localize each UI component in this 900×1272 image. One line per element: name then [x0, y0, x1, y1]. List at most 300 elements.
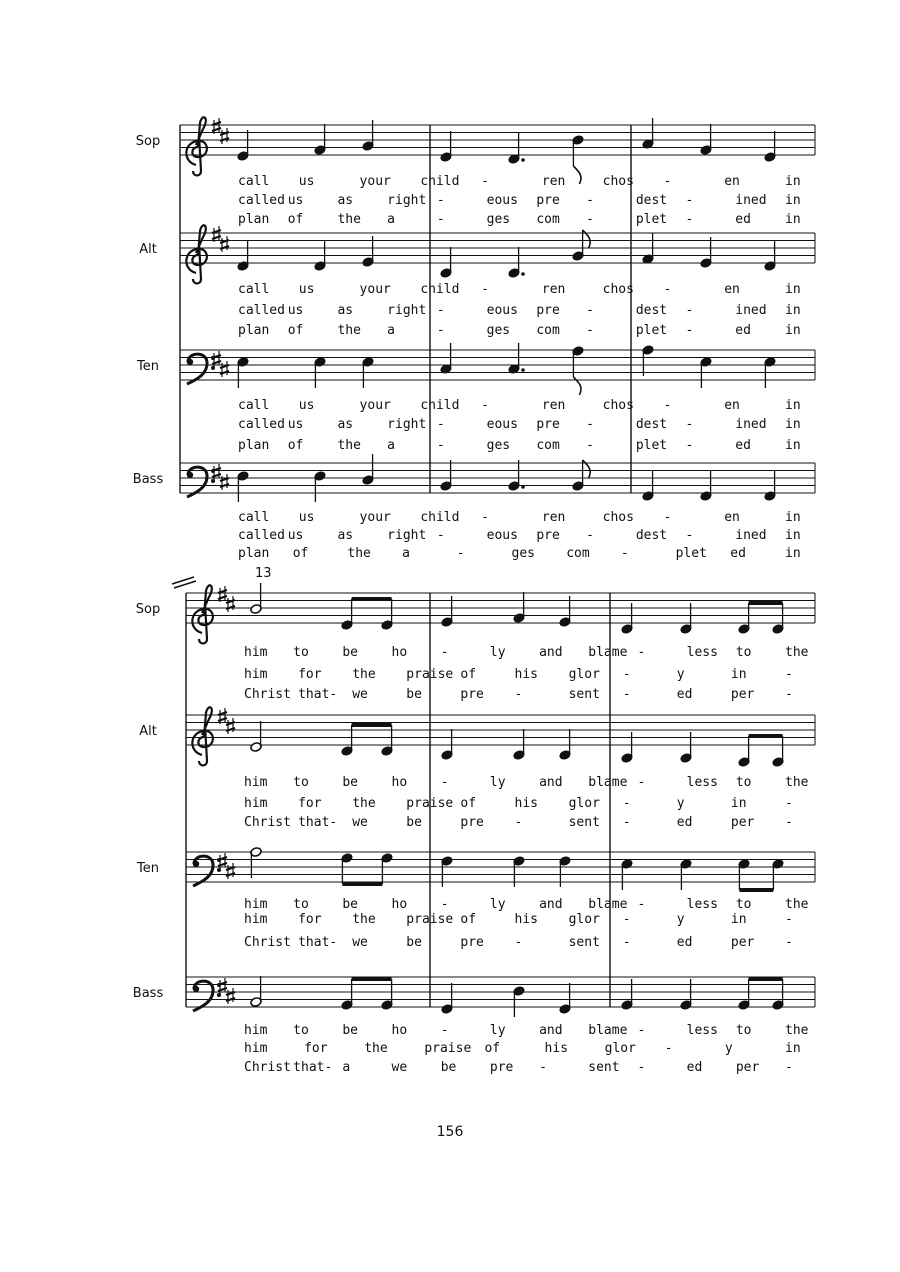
lyric-syllable: pre: [489, 1060, 514, 1075]
lyric-syllable: Christ: [244, 687, 291, 702]
lyric-syllable: eous: [486, 193, 518, 208]
lyric-syllable: called: [238, 528, 285, 543]
lyric-syllable: -: [440, 897, 449, 912]
lyric-syllable: right: [387, 193, 427, 208]
lyric-syllable: -: [436, 193, 445, 208]
lyric-syllable: -: [481, 398, 489, 413]
sharp-icon: [214, 118, 219, 134]
lyric-syllable: ren: [541, 282, 566, 297]
lyric-syllable: to: [735, 1023, 752, 1038]
lyric-syllable: called: [238, 303, 285, 318]
lyric-syllable: glor: [568, 796, 600, 811]
lyric-syllable: in: [785, 212, 801, 227]
lyric-syllable: we: [352, 815, 368, 830]
staff-ten: [136, 847, 815, 950]
notes: [237, 230, 776, 278]
lyric-syllable: y: [676, 667, 685, 682]
staff-bass: [133, 454, 815, 561]
lyric-syllable: blame: [588, 645, 628, 660]
lyric-syllable: him: [244, 775, 268, 790]
lyric-syllable: y: [724, 1041, 733, 1056]
lyric-syllable: com: [536, 212, 560, 227]
lyric-syllable: pre: [460, 815, 484, 830]
lyric-syllable: ho: [391, 775, 408, 790]
lyric-syllable: us: [298, 398, 315, 413]
lyric-syllable: ges: [511, 546, 535, 561]
lyric-syllable: -: [785, 687, 793, 702]
lyric-syllable: in: [785, 174, 801, 189]
lyric-syllable: ho: [391, 897, 408, 912]
lyric-syllable: right: [387, 417, 427, 432]
lyric-syllable: and: [539, 1023, 563, 1038]
lyric-syllable: of: [460, 796, 477, 811]
lyric-syllable: com: [536, 323, 560, 338]
lyric-syllable: -: [637, 1023, 646, 1038]
sharp-icon: [220, 708, 225, 724]
lyric-syllable: -: [481, 282, 489, 297]
voice-label: Alt: [139, 724, 157, 739]
lyric-syllable: less: [686, 645, 718, 660]
lyric-syllable: him: [244, 1041, 268, 1056]
voice-label: Ten: [137, 359, 159, 374]
lyric-syllable: ed: [676, 687, 693, 702]
lyric-syllable: -: [514, 935, 523, 950]
sharp-icon: [222, 128, 227, 144]
lyric-syllable: ined: [735, 417, 767, 432]
lyric-syllable: your: [359, 282, 391, 297]
lyric-syllable: ly: [489, 1023, 506, 1038]
treble-clef-icon: [192, 707, 213, 765]
lyric-syllable: ho: [391, 1023, 408, 1038]
lyric-syllable: -: [620, 546, 629, 561]
lyric-syllable: to: [735, 775, 752, 790]
lyric-syllable: Christ: [244, 1060, 291, 1075]
sharp-icon: [212, 230, 221, 239]
lyric-syllable: -: [436, 323, 445, 338]
bass-clef-dot: [193, 861, 199, 867]
lyric-syllable: eous: [486, 528, 518, 543]
lyric-syllable: -: [622, 815, 631, 830]
lyric-syllable: we: [352, 687, 368, 702]
lyric-syllable: -: [685, 303, 694, 318]
lyric-syllable: ly: [489, 897, 506, 912]
lyric-syllable: Christ: [244, 935, 291, 950]
lyric-syllable: sent: [568, 935, 600, 950]
lyric-syllable: Christ: [244, 815, 291, 830]
lyric-syllable: the: [785, 775, 809, 790]
lyric-syllable: -: [539, 1060, 547, 1075]
lyric-syllable: the: [352, 667, 376, 682]
lyric-syllable: to: [293, 1023, 309, 1038]
lyric-syllable: -: [785, 1060, 793, 1075]
lyric-syllable: -: [685, 417, 694, 432]
lyric-syllable: ly: [489, 775, 506, 790]
lyric-syllable: -: [637, 645, 646, 660]
lyric-syllable: praise: [424, 1041, 472, 1056]
lyric-syllable: a: [387, 323, 396, 338]
lyric-syllable: -: [586, 417, 594, 432]
staff-alt: [139, 707, 815, 830]
lyric-syllable: child: [420, 510, 460, 525]
lyric-syllable: -: [663, 398, 672, 413]
notes: [237, 343, 776, 395]
lyric-syllable: glor: [568, 912, 600, 927]
lyric-syllable: en: [724, 398, 740, 413]
lyric-syllable: of: [460, 667, 477, 682]
lyric-syllable: per: [730, 815, 755, 830]
lyric-syllable: as: [337, 417, 354, 432]
lyric-syllable: -: [637, 775, 646, 790]
lyric-syllable: chos: [602, 398, 634, 413]
lyric-syllable: -: [622, 687, 631, 702]
lyric-syllable: a: [387, 438, 396, 453]
lyric-syllable: -: [637, 1060, 646, 1075]
lyric-syllable: that-: [298, 935, 338, 950]
lyric-syllable: be: [406, 687, 422, 702]
lyric-syllable: glor: [604, 1041, 636, 1056]
lyric-syllable: -: [664, 1041, 673, 1056]
treble-clef-icon: [192, 585, 213, 643]
page-number: 156: [436, 1124, 464, 1140]
lyric-syllable: him: [244, 1023, 268, 1038]
system-separator-icon: [172, 577, 196, 588]
lyric-syllable: glor: [568, 667, 600, 682]
sharp-icon: [212, 122, 221, 131]
lyric-syllable: -: [586, 303, 594, 318]
lyric-syllable: the: [337, 323, 361, 338]
lyric-syllable: pre: [536, 193, 560, 208]
lyric-syllable: -: [586, 193, 594, 208]
voice-label: Alt: [139, 242, 157, 257]
lyric-syllable: dest: [635, 417, 668, 432]
lyric-syllable: per: [730, 687, 755, 702]
lyric-syllable: -: [622, 667, 631, 682]
lyric-syllable: the: [785, 645, 809, 660]
lyric-syllable: y: [676, 912, 685, 927]
lyric-syllable: call: [238, 510, 270, 525]
lyric-syllable: -: [785, 935, 793, 950]
lyric-syllable: that-: [293, 1060, 333, 1075]
sharp-icon: [218, 590, 227, 599]
lyric-syllable: -: [663, 174, 672, 189]
lyric-syllable: of: [287, 212, 304, 227]
lyric-syllable: to: [735, 645, 752, 660]
lyric-syllable: to: [293, 645, 309, 660]
lyric-syllable: plet: [635, 212, 668, 227]
lyric-syllable: and: [539, 897, 563, 912]
staff-alt: [139, 225, 815, 338]
lyric-syllable: in: [785, 438, 801, 453]
lyric-syllable: be: [342, 1023, 359, 1038]
lyric-syllable: be: [342, 775, 359, 790]
staff-ten: [136, 343, 815, 453]
lyric-syllable: pre: [460, 687, 484, 702]
lyric-syllable: child: [420, 398, 460, 413]
lyric-syllable: as: [337, 193, 354, 208]
sharp-icon: [222, 474, 227, 490]
lyric-syllable: child: [420, 282, 460, 297]
lyric-syllable: sent: [568, 815, 600, 830]
lyric-syllable: his: [514, 912, 538, 927]
lyric-syllable: -: [586, 212, 594, 227]
lyric-syllable: call: [238, 174, 270, 189]
lyric-syllable: -: [785, 815, 793, 830]
treble-clef-icon: [186, 225, 207, 283]
sharp-icon: [222, 236, 227, 252]
lyric-syllable: -: [586, 323, 594, 338]
bass-clef-dot: [193, 986, 199, 992]
lyric-syllable: ly: [489, 645, 506, 660]
lyric-syllable: that-: [298, 687, 338, 702]
lyric-syllable: -: [685, 323, 694, 338]
lyric-syllable: in: [785, 528, 801, 543]
lyric-syllable: -: [481, 510, 489, 525]
system-2: [133, 566, 815, 1075]
lyric-syllable: dest: [635, 193, 668, 208]
lyric-syllable: ed: [735, 212, 751, 227]
lyric-syllable: in: [730, 912, 747, 927]
lyric-syllable: -: [622, 935, 631, 950]
lyric-syllable: in: [785, 282, 801, 297]
lyric-syllable: his: [514, 667, 538, 682]
lyric-syllable: -: [514, 815, 523, 830]
staff-sop: [136, 117, 815, 227]
bass-clef-dot: [187, 472, 193, 478]
lyric-syllable: and: [539, 645, 563, 660]
lyric-syllable: we: [391, 1060, 408, 1075]
sharp-icon: [214, 226, 219, 242]
lyric-syllable: en: [724, 174, 740, 189]
lyric-syllable: his: [514, 796, 538, 811]
lyric-syllable: com: [566, 546, 590, 561]
lyric-syllable: in: [785, 417, 801, 432]
lyric-syllable: -: [514, 687, 523, 702]
notes: [250, 976, 784, 1017]
lyric-syllable: a: [387, 212, 396, 227]
lyric-syllable: your: [359, 174, 391, 189]
lyric-syllable: in: [785, 193, 801, 208]
lyric-syllable: of: [287, 438, 304, 453]
measure-number: 13: [255, 566, 272, 581]
lyric-syllable: blame: [588, 897, 628, 912]
lyric-syllable: plet: [635, 323, 668, 338]
lyric-syllable: him: [244, 667, 268, 682]
lyric-syllable: plan: [238, 438, 270, 453]
dot-icon: [521, 158, 525, 162]
lyric-syllable: eous: [486, 303, 518, 318]
staff-bass: [133, 976, 815, 1075]
lyric-syllable: ren: [541, 174, 566, 189]
sharp-icon: [228, 596, 233, 612]
lyric-syllable: call: [238, 282, 270, 297]
notes: [250, 721, 784, 767]
lyric-syllable: less: [686, 897, 718, 912]
lyric-syllable: of: [460, 912, 477, 927]
lyric-syllable: -: [436, 528, 445, 543]
lyric-syllable: blame: [588, 1023, 628, 1038]
lyric-syllable: the: [347, 546, 371, 561]
lyric-syllable: for: [304, 1041, 328, 1056]
lyric-syllable: ed: [676, 935, 693, 950]
lyric-syllable: -: [622, 796, 631, 811]
lyric-syllable: as: [337, 528, 354, 543]
lyric-syllable: to: [293, 897, 309, 912]
sharp-icon: [218, 712, 227, 721]
lyric-syllable: and: [539, 775, 563, 790]
lyric-syllable: your: [359, 398, 391, 413]
lyric-syllable: be: [440, 1060, 457, 1075]
lyric-syllable: praise: [406, 796, 454, 811]
lyric-syllable: en: [724, 510, 740, 525]
lyric-syllable: ho: [391, 645, 408, 660]
lyric-syllable: pre: [536, 417, 560, 432]
lyric-syllable: the: [352, 912, 376, 927]
lyric-syllable: we: [352, 935, 368, 950]
lyric-syllable: in: [785, 510, 801, 525]
lyric-syllable: him: [244, 912, 268, 927]
lyric-syllable: -: [436, 438, 445, 453]
lyric-syllable: called: [238, 417, 285, 432]
lyric-syllable: for: [298, 912, 322, 927]
lyric-syllable: right: [387, 528, 427, 543]
lyric-syllable: ined: [735, 303, 767, 318]
lyric-syllable: in: [785, 546, 801, 561]
notes: [250, 583, 784, 634]
lyric-syllable: -: [685, 528, 694, 543]
lyric-syllable: -: [436, 212, 445, 227]
lyric-syllable: dest: [635, 303, 668, 318]
lyric-syllable: to: [293, 775, 309, 790]
lyric-syllable: a: [342, 1060, 351, 1075]
notes: [250, 847, 784, 890]
system-1: [133, 117, 815, 561]
lyric-syllable: for: [298, 796, 322, 811]
lyric-syllable: chos: [602, 510, 634, 525]
lyric-syllable: y: [676, 796, 685, 811]
lyric-syllable: -: [785, 796, 793, 811]
lyric-syllable: -: [663, 282, 672, 297]
lyric-syllable: -: [440, 1023, 449, 1038]
lyric-syllable: call: [238, 398, 270, 413]
lyric-syllable: the: [785, 897, 809, 912]
lyric-syllable: him: [244, 796, 268, 811]
lyric-syllable: -: [481, 174, 489, 189]
sharp-icon: [220, 586, 225, 602]
lyric-syllable: -: [440, 775, 449, 790]
lyric-syllable: us: [287, 193, 304, 208]
lyric-syllable: ed: [730, 546, 746, 561]
lyric-syllable: dest: [635, 528, 668, 543]
lyric-syllable: be: [342, 645, 359, 660]
lyric-syllable: ges: [486, 438, 511, 453]
lyric-syllable: right: [387, 303, 427, 318]
lyric-syllable: less: [686, 1023, 718, 1038]
dot-icon: [521, 485, 525, 489]
lyric-syllable: -: [586, 438, 594, 453]
lyric-syllable: -: [785, 912, 793, 927]
bass-clef-dot: [187, 359, 193, 365]
lyric-syllable: en: [724, 282, 740, 297]
flag-icon: [573, 166, 581, 184]
lyric-syllable: him: [244, 645, 268, 660]
lyric-syllable: pre: [536, 303, 560, 318]
dot-icon: [521, 272, 525, 276]
lyric-syllable: -: [663, 510, 672, 525]
lyric-syllable: as: [337, 303, 354, 318]
voice-label: Ten: [137, 861, 159, 876]
lyric-syllable: us: [287, 528, 304, 543]
lyric-syllable: plet: [675, 546, 707, 561]
notes: [237, 118, 776, 184]
lyric-syllable: chos: [602, 174, 634, 189]
lyric-syllable: in: [730, 796, 747, 811]
lyric-syllable: ren: [541, 510, 566, 525]
lyric-syllable: your: [359, 510, 391, 525]
lyric-syllable: praise: [406, 667, 454, 682]
lyric-syllable: ined: [735, 193, 767, 208]
lyric-syllable: to: [735, 897, 752, 912]
lyric-syllable: ren: [541, 398, 566, 413]
lyric-syllable: plet: [635, 438, 668, 453]
lyric-syllable: pre: [536, 528, 560, 543]
lyric-syllable: eous: [486, 417, 518, 432]
lyric-syllable: per: [735, 1060, 760, 1075]
lyric-syllable: ges: [486, 212, 511, 227]
lyric-syllable: -: [622, 912, 631, 927]
voice-label: Sop: [135, 602, 161, 617]
sharp-icon: [228, 863, 233, 879]
lyric-syllable: praise: [406, 912, 454, 927]
lyric-syllable: -: [637, 897, 646, 912]
lyric-syllable: -: [685, 193, 694, 208]
sharp-icon: [222, 361, 227, 377]
lyric-syllable: the: [337, 438, 361, 453]
lyric-syllable: the: [352, 796, 376, 811]
lyric-syllable: -: [586, 528, 594, 543]
lyric-syllable: pre: [460, 935, 484, 950]
lyric-syllable: plan: [238, 546, 270, 561]
sharp-icon: [228, 988, 233, 1004]
lyric-syllable: be: [406, 815, 422, 830]
lyric-syllable: per: [730, 935, 755, 950]
lyric-syllable: -: [436, 417, 445, 432]
lyric-syllable: us: [287, 417, 304, 432]
lyric-syllable: plan: [238, 323, 270, 338]
lyric-syllable: blame: [588, 775, 628, 790]
treble-clef-icon: [186, 117, 207, 175]
lyric-syllable: him: [244, 897, 268, 912]
lyric-syllable: the: [785, 1023, 809, 1038]
lyric-syllable: a: [402, 546, 410, 561]
lyric-syllable: -: [685, 438, 694, 453]
lyric-syllable: plan: [238, 212, 270, 227]
lyric-syllable: of: [292, 546, 309, 561]
lyric-syllable: -: [785, 667, 793, 682]
lyric-syllable: in: [785, 398, 801, 413]
lyric-syllable: -: [440, 645, 449, 660]
lyric-syllable: ges: [486, 323, 511, 338]
lyric-syllable: sent: [568, 687, 600, 702]
lyric-syllable: -: [456, 546, 465, 561]
lyric-syllable: com: [536, 438, 560, 453]
lyric-syllable: ed: [676, 815, 693, 830]
lyric-syllable: child: [420, 174, 460, 189]
lyric-syllable: be: [342, 897, 359, 912]
voice-label: Bass: [132, 472, 164, 487]
lyric-syllable: -: [685, 212, 694, 227]
lyric-syllable: -: [436, 303, 445, 318]
lyric-syllable: ed: [735, 323, 751, 338]
